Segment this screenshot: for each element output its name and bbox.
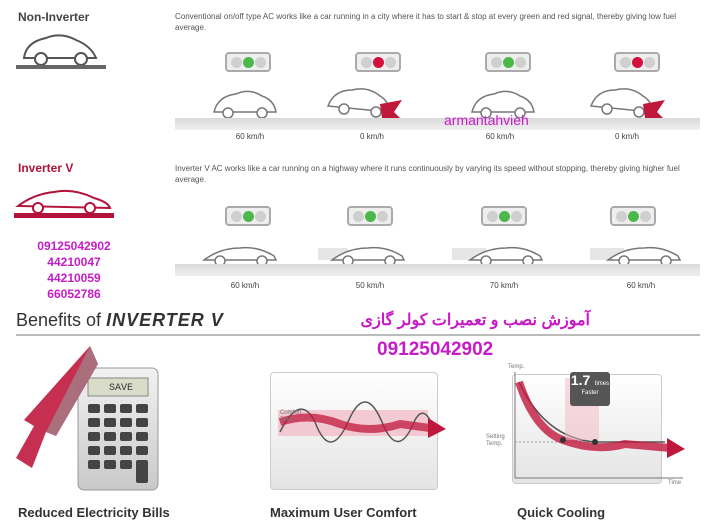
sports-car-icon — [14, 180, 114, 220]
phone-list — [24, 238, 124, 302]
traffic-light-icon — [610, 206, 656, 226]
traffic-light-icon — [355, 52, 401, 72]
traffic-light-icon — [481, 206, 527, 226]
speed-label: 70 km/h — [489, 281, 519, 290]
phone-number-large: 09125042902 — [377, 339, 494, 360]
road — [175, 264, 700, 276]
watermark: armantahvieh — [444, 112, 529, 128]
comfort-zone-label: Comfort Zone — [280, 410, 302, 423]
speed-label: 50 km/h — [355, 281, 385, 290]
calculator-icon — [6, 340, 166, 500]
phone-number: 44210047 — [47, 255, 101, 269]
benefit-caption: Maximum User Comfort — [270, 505, 417, 520]
speed-label: 0 km/h — [359, 132, 384, 141]
x-axis-label: Time — [668, 480, 682, 486]
benefit-caption: Quick Cooling — [517, 505, 606, 520]
beetle-car-icon — [16, 28, 106, 70]
speed-label: 0 km/h — [614, 132, 639, 141]
brand-name: INVERTER V — [106, 310, 224, 330]
traffic-light-icon — [485, 52, 531, 72]
speed-label: 60 km/h — [235, 132, 265, 141]
speed-label: 60 km/h — [230, 281, 260, 290]
speed-badge: 1.7 times Faster — [570, 372, 610, 406]
road — [175, 118, 700, 130]
braking-car-icon — [322, 82, 402, 122]
car-icon — [210, 86, 280, 120]
phone-number: 09125042902 — [37, 239, 111, 253]
persian-text: آموزش نصب و تعمیرات کولر گازی — [360, 312, 590, 329]
traffic-light-icon — [225, 206, 271, 226]
setting-temp-label: Setting Temp. — [486, 434, 505, 447]
braking-car-icon — [585, 82, 665, 122]
phone-number: 44210059 — [47, 271, 101, 285]
traffic-light-icon — [347, 206, 393, 226]
phone-number: 66052786 — [47, 287, 101, 301]
inverter-description: Inverter V AC works like a car running on a highway where it runs continuously by varying its speed without stopping, thereby giving higher fuel average. — [175, 164, 680, 184]
divider — [16, 334, 700, 336]
traffic-light-icon — [614, 52, 660, 72]
calculator-display: SAVE — [108, 383, 133, 394]
speed-label: 60 km/h — [626, 281, 656, 290]
traffic-light-icon — [225, 52, 271, 72]
non-inverter-description: Conventional on/off type AC works like a car running in a city where it has to start & stop at every green and red signal, thereby giving low fuel average. — [175, 12, 677, 32]
inverter-title: Inverter V — [18, 161, 74, 175]
comfort-wave-graph — [270, 372, 450, 490]
y-axis-label: Temp. — [508, 364, 525, 370]
benefit-caption: Reduced Electricity Bills — [18, 505, 170, 520]
benefits-title: Benefits of INVERTER V — [16, 310, 224, 330]
non-inverter-title: Non-Inverter — [18, 10, 90, 24]
speed-label: 60 km/h — [485, 132, 515, 141]
